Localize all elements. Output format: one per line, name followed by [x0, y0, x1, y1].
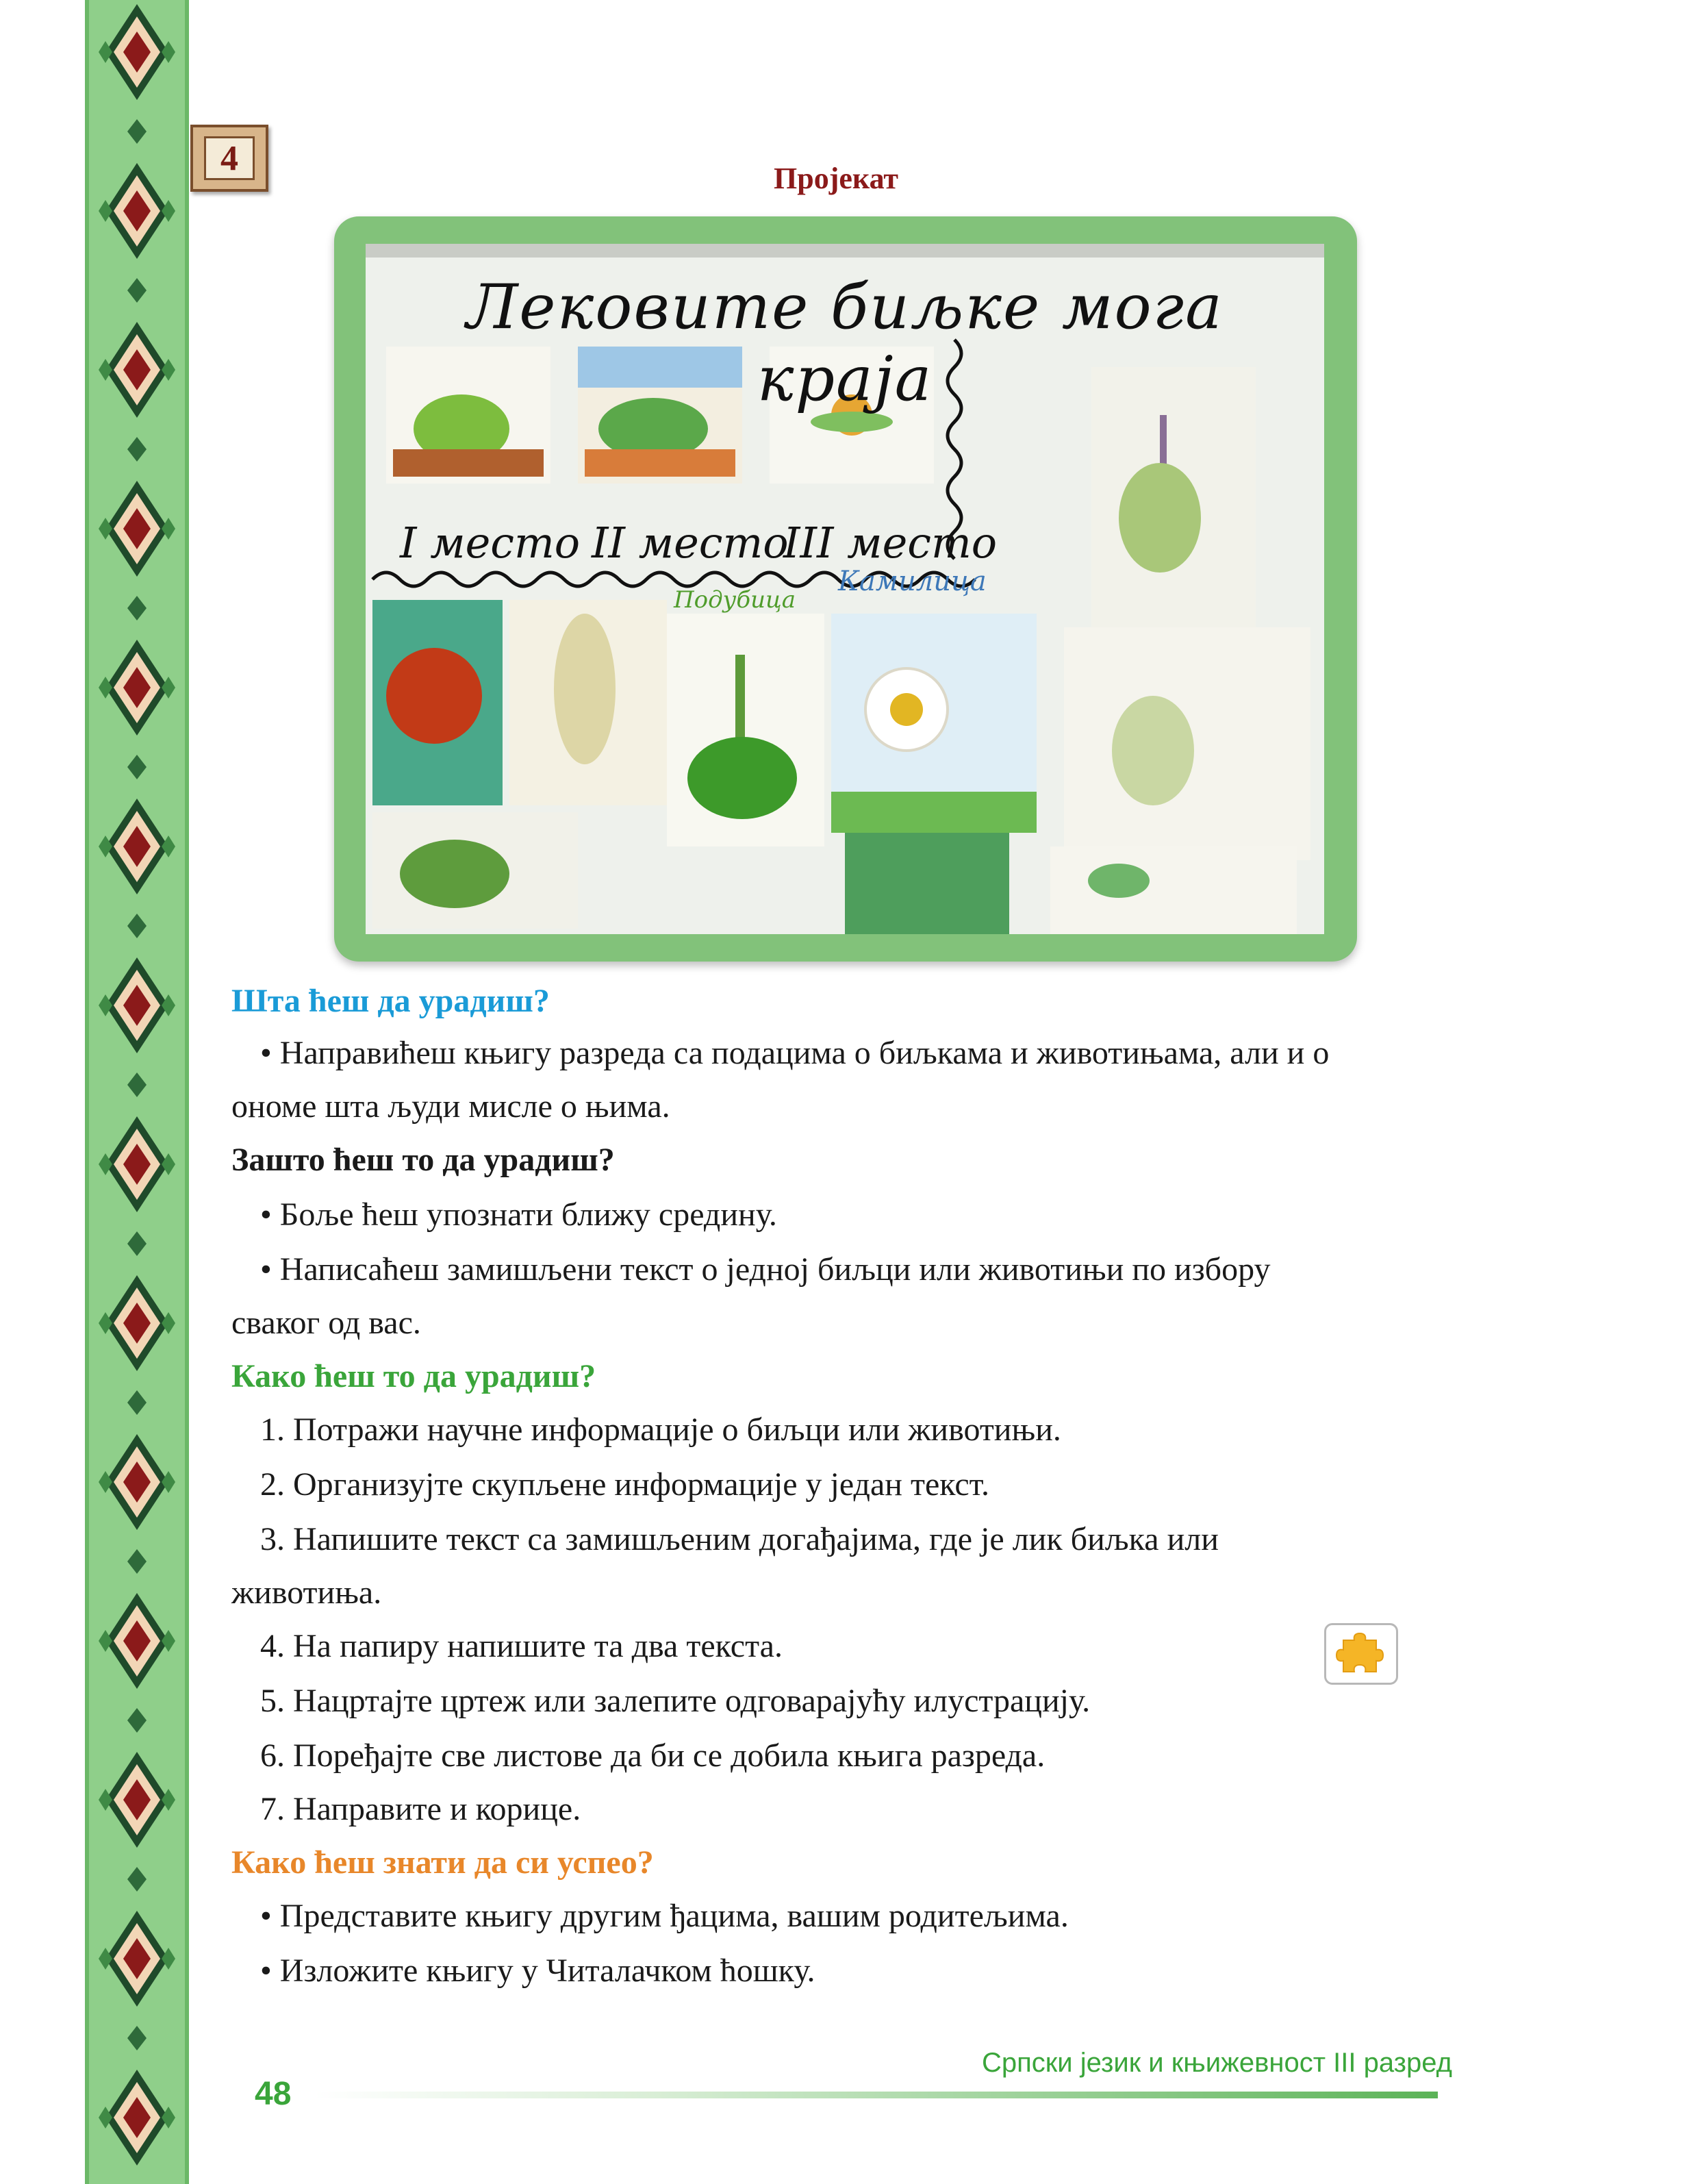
chapter-number: 4	[204, 136, 255, 180]
paragraph-why-1: • Боље ћеш упознати ближу средину.	[260, 1196, 777, 1233]
border-diamond	[99, 163, 175, 303]
footer-book-title: Српски језик и књижевност III разред	[982, 2048, 1452, 2078]
place-label-second: II место	[592, 518, 789, 568]
heading-what: Шта ћеш да урадиш?	[231, 983, 550, 1019]
border-diamond	[99, 481, 175, 620]
border-diamond	[99, 1116, 175, 1256]
heading-why: Зашто ћеш то да урадиш?	[231, 1142, 615, 1178]
decorative-border	[85, 0, 189, 2184]
heading-how: Како ћеш то да урадиш?	[231, 1358, 596, 1394]
step-5: 5. Нацртајте цртеж или залепите одговарајућу илустрацију.	[260, 1683, 1091, 1719]
heading-success: Како ћеш знати да си успео?	[231, 1844, 654, 1881]
step-3: 3. Напишите текст са замишљеним догађајима, где је лик биљка или	[260, 1521, 1219, 1557]
paragraph-success-2: • Изложите књигу у Читалачком ћошку.	[260, 1953, 815, 1989]
border-diamond	[99, 1911, 175, 2050]
border-diamond	[99, 1434, 175, 1574]
footer-divider	[315, 2092, 1438, 2098]
step-7: 7. Направите и корице.	[260, 1791, 581, 1827]
drawing-label-plant: Подубица	[674, 586, 796, 614]
step-1: 1. Потражи научне информације о биљци или животињи.	[260, 1411, 1061, 1448]
step-2: 2. Организујте скупљене информације у један текст.	[260, 1466, 990, 1503]
border-diamond	[99, 1275, 175, 1415]
border-diamond	[99, 799, 175, 938]
project-photo	[366, 244, 1324, 934]
puzzle-icon	[1324, 1623, 1398, 1685]
border-diamond	[99, 640, 175, 779]
border-diamond	[99, 4, 175, 144]
paragraph-success-1: • Представите књигу другим ђацима, вашим родитељима.	[260, 1898, 1069, 1934]
paragraph-what-1: • Направићеш књигу разреда са подацима о биљкама и животињама, али и о	[260, 1035, 1330, 1071]
paragraph-what-2: ономе шта људи мисле о њима.	[231, 1088, 670, 1125]
paragraph-why-3: сваког од вас.	[231, 1305, 421, 1341]
section-title: Пројекат	[774, 162, 899, 195]
chapter-badge	[190, 125, 268, 192]
border-diamond	[99, 322, 175, 462]
place-label-first: I место	[400, 518, 581, 568]
drawing-label-chamomile: Камилица	[838, 566, 987, 597]
place-label-third: III место	[783, 518, 998, 568]
border-diamond	[99, 1752, 175, 1892]
border-ornament	[85, 0, 189, 2184]
border-diamond	[99, 1593, 175, 1733]
step-4: 4. На папиру напишите та два текста.	[260, 1628, 783, 1664]
page-number: 48	[255, 2076, 292, 2112]
project-photo-frame	[334, 216, 1357, 962]
border-diamond	[99, 2070, 175, 2184]
step-3-continued: животиња.	[231, 1574, 382, 1611]
paragraph-why-2: • Написаћеш замишљени текст о једној биљци или животињи по избору	[260, 1251, 1271, 1288]
border-diamond	[99, 957, 175, 1097]
step-6: 6. Поређајте све листове да би се добила књига разреда.	[260, 1737, 1046, 1774]
board-title: Лековите биљке мога краја	[466, 271, 1224, 415]
